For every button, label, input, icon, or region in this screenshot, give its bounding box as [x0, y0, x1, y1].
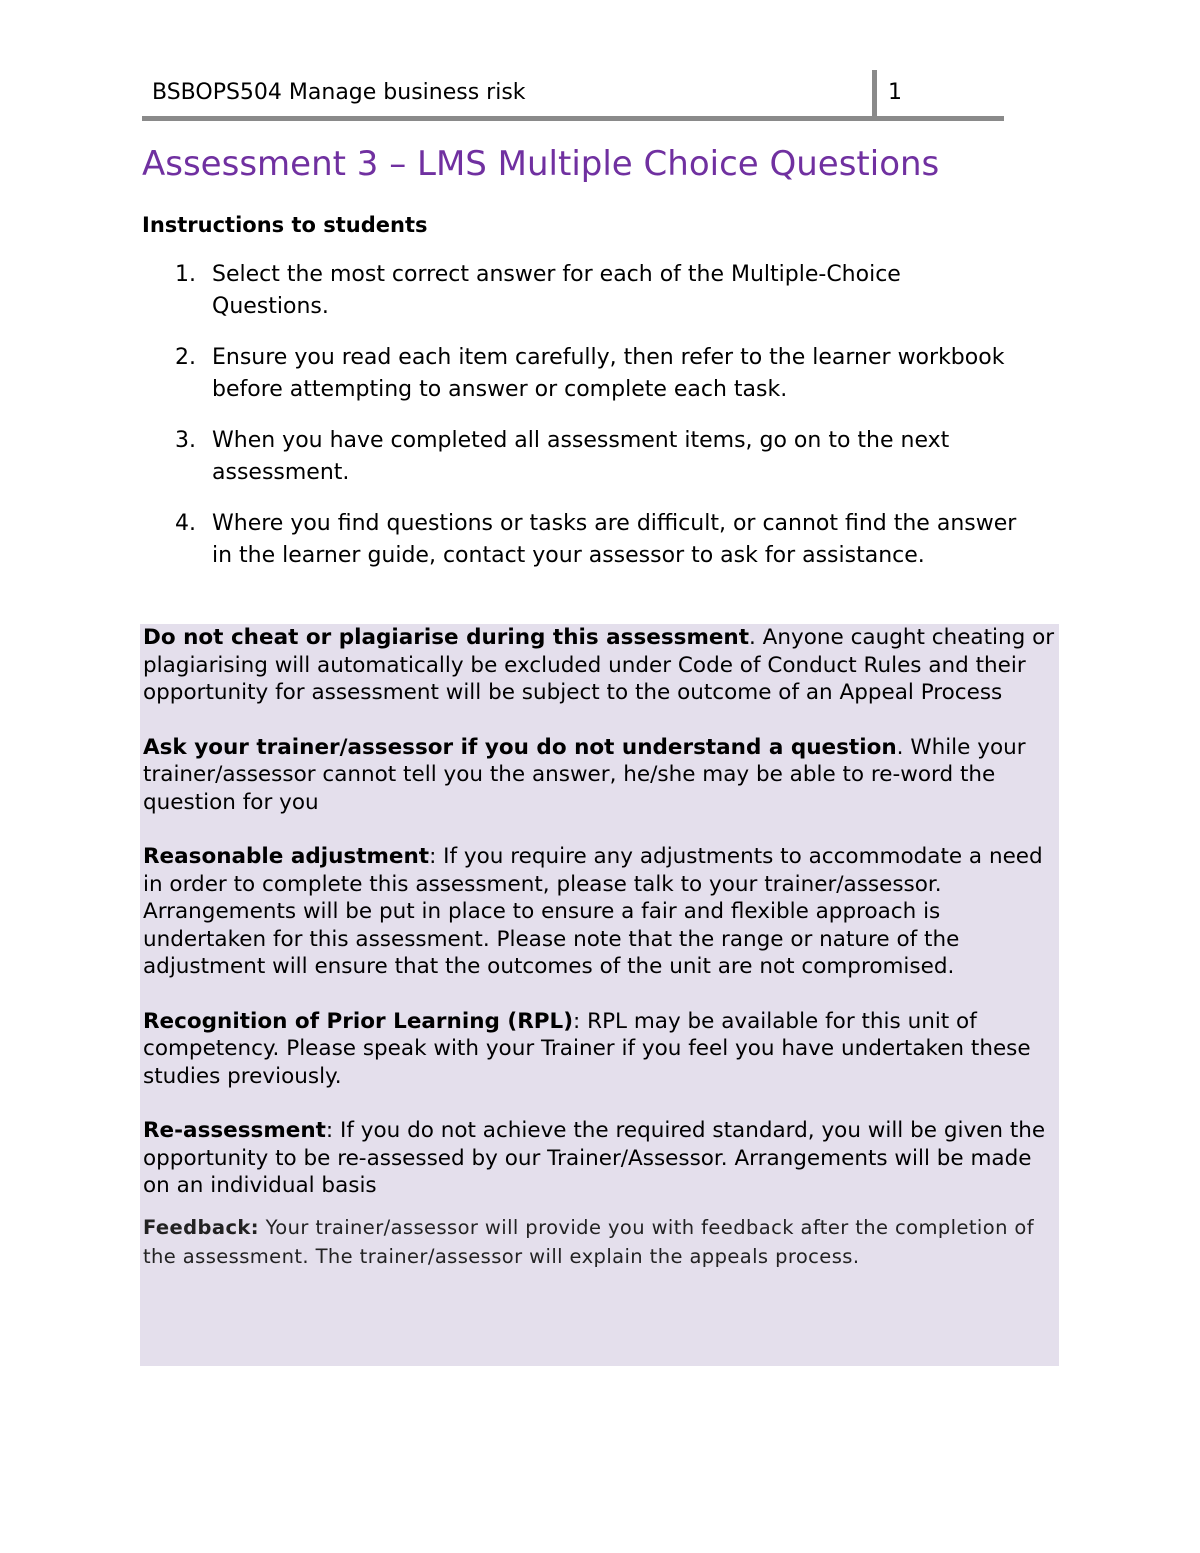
rpl-notice: [143, 1008, 1056, 1091]
reasonable-adjustment-heading: Reasonable adjustment: [143, 844, 430, 869]
page-title: Assessment 3 – LMS Multiple Choice Questions: [142, 144, 940, 184]
feedback-heading: Feedback:: [143, 1215, 259, 1239]
ask-trainer-notice: [143, 734, 1056, 817]
list-item-text: When you have completed all assessment items, go on to the next assessment.: [212, 428, 950, 485]
header-title: BSBOPS504 Manage business risk: [152, 80, 526, 105]
header-divider: [872, 70, 877, 116]
list-item: [142, 342, 1022, 405]
page-number: 1: [888, 80, 902, 105]
rpl-text: : RPL may be available for this unit of competency. Please speak with your Trainer if you feel you have undertaken these studies previously.: [143, 1008, 1031, 1089]
instructions-heading: Instructions to students: [142, 213, 428, 237]
reassessment-heading: Re-assessment: [143, 1118, 326, 1143]
reassessment-text: : If you do not achieve the required standard, you will be given the opportunity to be re-assessed by our Trainer/Assessor. Arrangements will be made on an individual basis: [143, 1118, 1046, 1198]
list-item: [142, 425, 1022, 488]
cheating-notice-heading: Do not cheat or plagiarise during this assessment: [143, 625, 750, 650]
ask-trainer-heading: Ask your trainer/assessor if you do not understand a question: [143, 734, 897, 760]
list-item-number: 2.: [175, 345, 196, 370]
ask-trainer-text: . While your trainer/assessor cannot tell you the answer, he/she may be able to re-word the question for you: [143, 734, 1026, 815]
list-item-text: Ensure you read each item carefully, then refer to the learner workbook before attempting to answer or complete each task.: [212, 345, 1005, 402]
cheating-notice: [143, 624, 1056, 707]
reassessment-notice: [143, 1117, 1056, 1200]
page-header: [142, 70, 1004, 121]
reasonable-adjustment-text: : If you require any adjustments to accommodate a need in order to complete this assessment, please talk to your trainer/assessor. Arrangements will be put in place to ensure a fair and flexible approach is undertaken for this assessment. Please note that the range or nature of the adjustment will ensure that the outcomes of the unit are not compromised.: [143, 844, 1043, 979]
cheating-notice-text: . Anyone caught cheating or plagiarising will automatically be excluded under Code of Conduct Rules and their opportunity for assessment will be subject to the outcome of an Appeal Process: [143, 625, 1055, 705]
list-item-number: 3.: [175, 428, 196, 453]
list-item-text: Where you find questions or tasks are difficult, or cannot find the answer in the learner guide, contact your assessor to ask for assistance.: [212, 511, 1017, 568]
rpl-heading: Recognition of Prior Learning (RPL): [143, 1008, 574, 1034]
list-item: [142, 259, 1022, 322]
feedback-text: Your trainer/assessor will provide you with feedback after the completion of the assessment. The trainer/assessor will explain the appeals process.: [143, 1215, 1035, 1268]
feedback-notice: [143, 1213, 1056, 1272]
list-item-text: Select the most correct answer for each of the Multiple-Choice Questions.: [212, 262, 901, 319]
assessment-notice-box: [140, 624, 1059, 1366]
instructions-list: [142, 259, 1022, 591]
list-item: [142, 508, 1022, 571]
reasonable-adjustment-notice: [143, 843, 1056, 981]
list-item-number: 1.: [175, 262, 196, 287]
list-item-number: 4.: [175, 511, 196, 536]
